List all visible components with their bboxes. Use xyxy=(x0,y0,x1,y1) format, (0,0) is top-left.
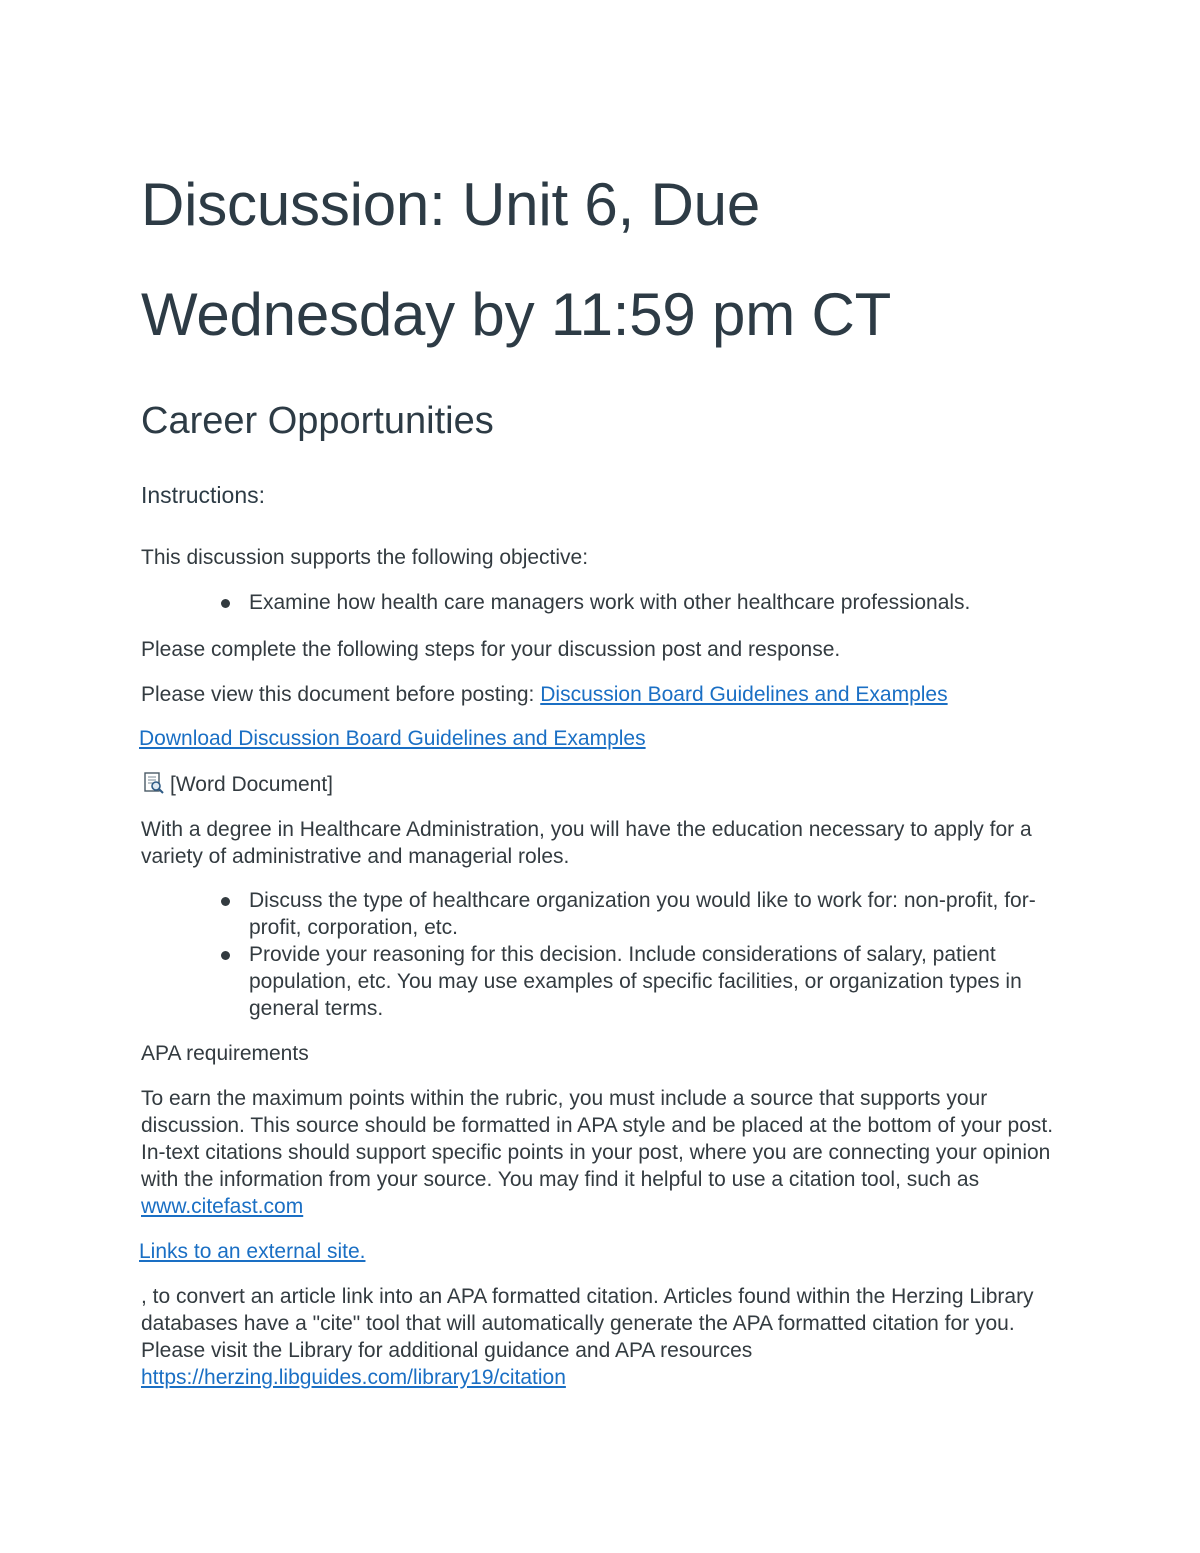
prompt-text: Provide your reasoning for this decision. Include considerations of salary, patient population, etc. You may use examples of specific facilities, or organization types in general terms. xyxy=(249,943,1022,1020)
library-citation-link[interactable]: https://herzing.libguides.com/library19/citation xyxy=(141,1366,566,1389)
document-content xyxy=(141,150,1071,1391)
external-link-paragraph xyxy=(139,1238,1071,1265)
apa-heading: APA requirements xyxy=(141,1042,309,1065)
view-document-paragraph xyxy=(141,681,1071,708)
title-line-2: Wednesday by 11:59 pm CT xyxy=(141,281,892,348)
objective-text: Examine how health care managers work with other healthcare professionals. xyxy=(249,591,971,614)
degree-paragraph: With a degree in Healthcare Administration, you will have the education necessary to apply for a variety of administrative and managerial roles. xyxy=(141,818,1032,868)
prompt-list xyxy=(141,887,1071,1022)
convert-paragraph xyxy=(141,1283,1071,1391)
list-item xyxy=(141,589,1071,616)
citefast-link[interactable]: www.citefast.com xyxy=(141,1195,304,1218)
word-document-paragraph xyxy=(144,771,1071,798)
list-item xyxy=(141,887,1071,941)
bullet-icon xyxy=(221,897,230,906)
apa-text: To earn the maximum points within the rubric, you must include a source that supports your discussion. This source should be formatted in APA style and be placed at the bottom of your post. In-text citations should support specific points in your post, where you are connecting your opinion with the information from your source. You may find it helpful to use a citation tool, such as xyxy=(141,1087,1054,1191)
instructions-heading: Instructions: xyxy=(141,482,265,508)
word-document-label: [Word Document] xyxy=(170,773,334,796)
title-line-1: Discussion: Unit 6, Due xyxy=(141,171,760,238)
download-paragraph xyxy=(139,725,1071,752)
view-text: Please view this document before posting: xyxy=(141,683,541,706)
prompt-text: Discuss the type of healthcare organization you would like to work for: non-profit, for-profit, corporation, etc. xyxy=(249,889,1036,939)
list-item xyxy=(141,941,1071,1022)
objective-intro: This discussion supports the following objective: xyxy=(141,546,589,569)
apa-paragraph xyxy=(141,1085,1071,1220)
steps-text: Please complete the following steps for your discussion post and response. xyxy=(141,638,841,661)
bullet-icon xyxy=(221,599,230,608)
convert-text: , to convert an article link into an APA formatted citation. Articles found within the Herzing Library databases have a "cite" tool that will automatically generate the APA formatted citation for you. Please visit the Library for additional guidance and APA resources xyxy=(141,1285,1034,1362)
download-guidelines-link[interactable]: Download Discussion Board Guidelines and Examples xyxy=(139,727,646,750)
external-site-link[interactable]: Links to an external site. xyxy=(139,1240,366,1263)
objective-list xyxy=(141,589,1071,616)
section-title: Career Opportunities xyxy=(141,400,494,442)
page-title xyxy=(141,150,1071,370)
word-document-icon[interactable] xyxy=(144,772,164,794)
bullet-icon xyxy=(221,951,230,960)
guidelines-link[interactable]: Discussion Board Guidelines and Examples xyxy=(540,683,948,706)
